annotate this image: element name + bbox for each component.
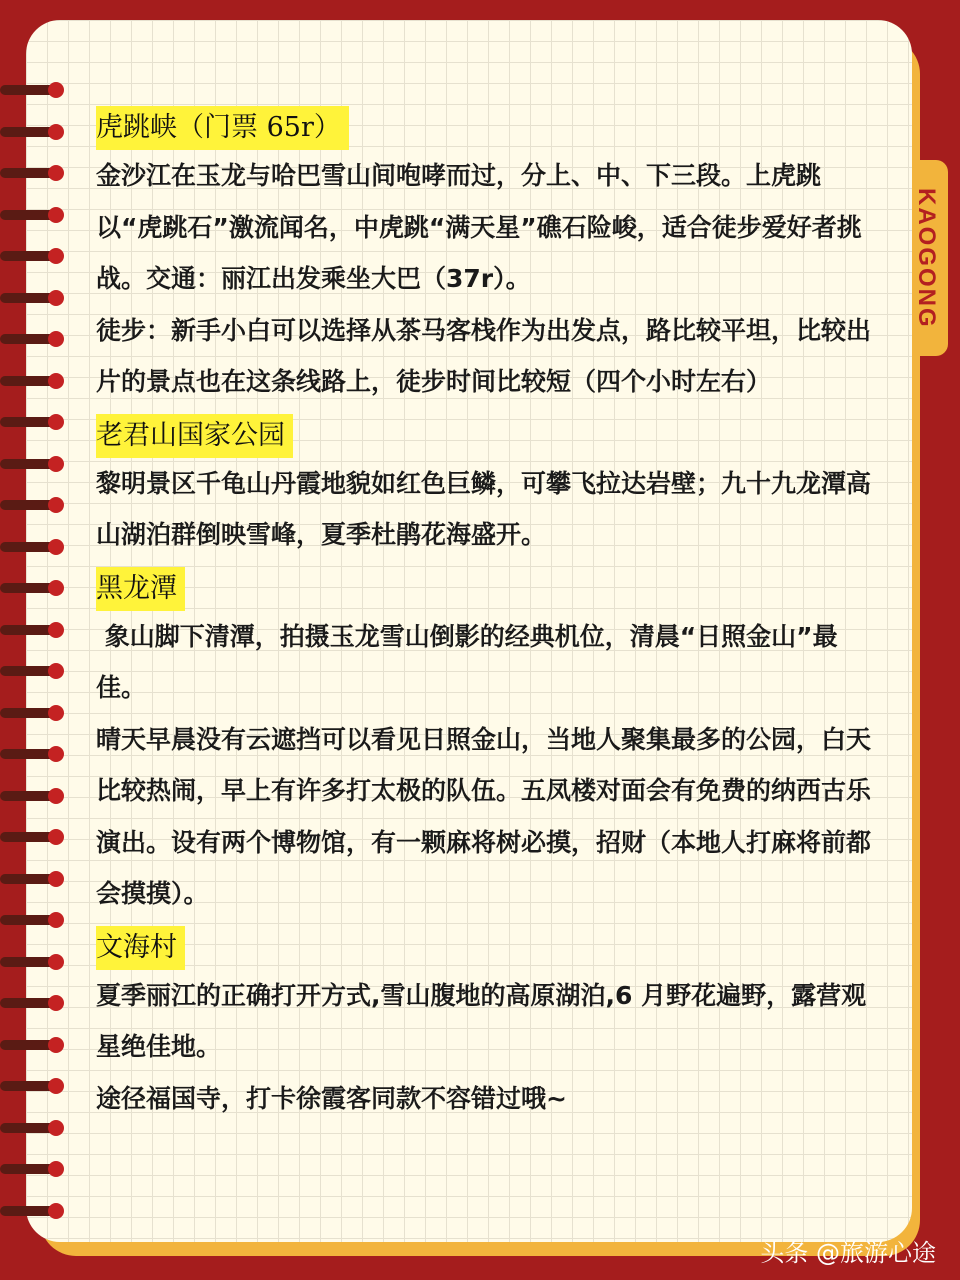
section-laojunshan	[96, 408, 876, 561]
section-heading: 虎跳峡（门票 65r）	[96, 106, 349, 150]
watermark: 头条 @旅游心途	[760, 1239, 936, 1267]
spiral-ring	[0, 334, 62, 344]
spiral-ring	[0, 874, 62, 884]
section-heading: 老君山国家公园	[96, 414, 293, 458]
spiral-ring	[0, 583, 62, 593]
spiral-ring	[0, 1081, 62, 1091]
spiral-ring	[0, 915, 62, 925]
spiral-ring	[0, 1206, 62, 1216]
spiral-ring	[0, 998, 62, 1008]
spiral-ring	[0, 1123, 62, 1133]
side-tab-label: KAOGONG	[913, 187, 940, 329]
spiral-ring	[0, 1040, 62, 1050]
section-heading: 文海村	[96, 926, 185, 970]
spiral-ring	[0, 127, 62, 137]
spiral-ring	[0, 85, 62, 95]
spiral-ring	[0, 832, 62, 842]
section-paragraph: 金沙江在玉龙与哈巴雪山间咆哮而过，分上、中、下三段。上虎跳以“虎跳石”激流闻名，中虎跳“满天星”礁石险峻，适合徒步爱好者挑战。交通：丽江出发乘坐大巴（37r）。	[96, 161, 862, 293]
section-paragraph: 晴天早晨没有云遮挡可以看见日照金山，当地人聚集最多的公园，白天比较热闹，早上有许多打太极的队伍。五凤楼对面会有免费的纳西古乐演出。设有两个博物馆，有一颗麻将树必摸，招财（本地人打麻将前都会摸摸）。	[96, 724, 872, 908]
spiral-ring	[0, 542, 62, 552]
spiral-ring	[0, 293, 62, 303]
section-paragraph: 象山脚下清潭，拍摄玉龙雪山倒影的经典机位，清晨“日照金山”最佳。	[96, 621, 838, 702]
spiral-ring	[0, 749, 62, 759]
spiral-ring	[0, 708, 62, 718]
spiral-ring	[0, 251, 62, 261]
section-paragraph: 夏季丽江的正确打开方式,雪山腹地的高原湖泊,6 月野花遍野，露营观星绝佳地。	[96, 980, 867, 1061]
spiral-ring	[0, 791, 62, 801]
spiral-ring	[0, 625, 62, 635]
spiral-ring	[0, 376, 62, 386]
section-paragraph: 途径福国寺，打卡徐霞客同款不容错过哦~	[96, 1083, 567, 1113]
section-heading: 黑龙潭	[96, 567, 185, 611]
spiral-ring	[0, 666, 62, 676]
spiral-ring	[0, 210, 62, 220]
page-content	[96, 100, 876, 1124]
spiral-ring	[0, 957, 62, 967]
section-paragraph: 黎明景区千龟山丹霞地貌如红色巨鳞，可攀飞拉达岩壁；九十九龙潭高山湖泊群倒映雪峰，夏季杜鹃花海盛开。	[96, 468, 872, 549]
spiral-ring	[0, 417, 62, 427]
section-paragraph: 徒步：新手小白可以选择从茶马客栈作为出发点，路比较平坦，比较出片的景点也在这条线路上，徒步时间比较短（四个小时左右）	[96, 315, 872, 396]
spiral-ring	[0, 459, 62, 469]
spiral-ring	[0, 168, 62, 178]
spiral-ring	[0, 1164, 62, 1174]
section-wenhaicun	[96, 920, 876, 1125]
section-heilongtan	[96, 561, 876, 920]
spiral-binding	[0, 0, 80, 1280]
section-hutiaoxia	[96, 100, 876, 408]
spiral-ring	[0, 500, 62, 510]
